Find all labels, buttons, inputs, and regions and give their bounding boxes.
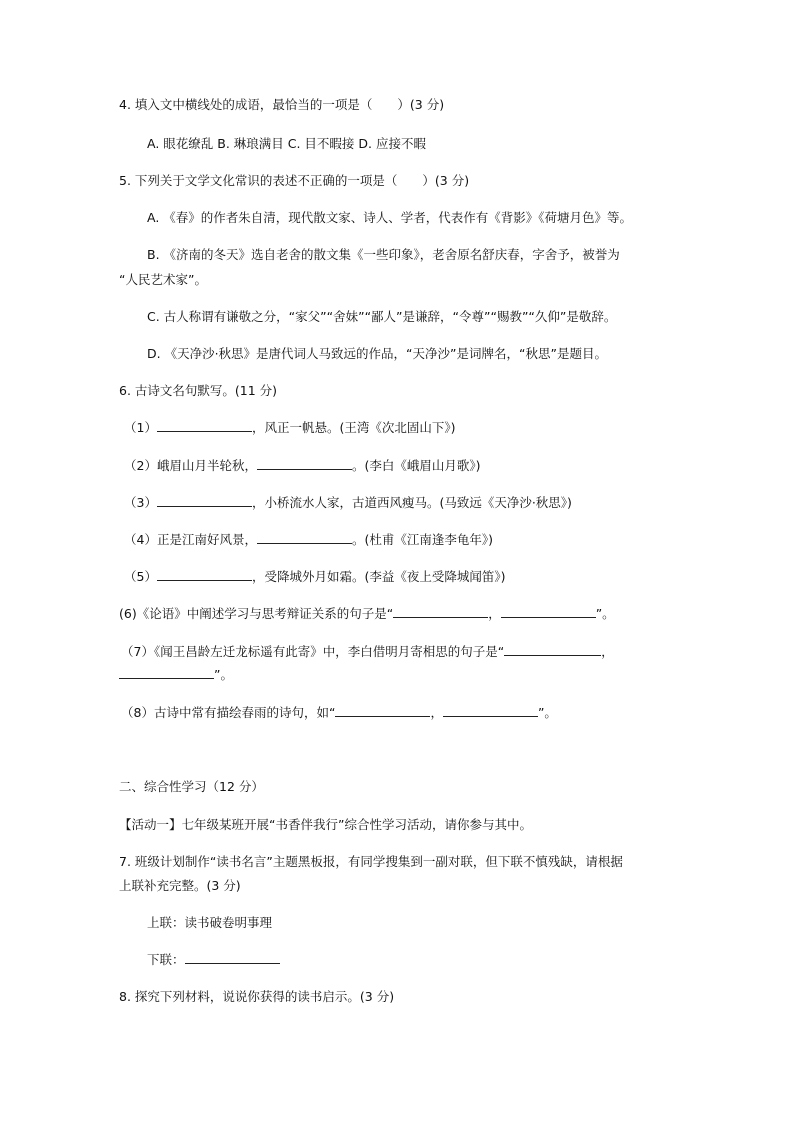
q6-sub6-blank-1[interactable] <box>393 605 488 618</box>
q7-lower-blank[interactable] <box>185 951 280 964</box>
q6-sub2-source: 。(李白《峨眉山月歌》) <box>351 458 481 473</box>
q6-sub5-label: （5） <box>124 569 157 584</box>
q6-sub5-blank[interactable] <box>157 568 252 581</box>
q5-option-b-line2: “人民艺术家”。 <box>119 272 207 287</box>
q6-sub1-text: ，风正一帆悬。(王湾《次北固山下》) <box>251 420 456 435</box>
q6-sub7-line1 <box>121 643 614 661</box>
q4-stem: 4. 填入文中横线处的成语，最恰当的一项是（ ）(3 分) <box>119 97 445 112</box>
q7-stem-line1: 7. 班级计划制作“读书名言”主题黑板报，有同学搜集到一副对联，但下联不慎残缺，请根据 <box>119 854 623 869</box>
q6-sub6-text: (6)《论语》中阐述学习与思考辩证关系的句子是“ <box>119 606 394 621</box>
q7-stem-line2: 上联补充完整。(3 分) <box>119 878 241 893</box>
q6-sub3-text: ，小桥流水人家，古道西风瘦马。(马致远《天净沙·秋思》) <box>251 495 572 510</box>
q6-sub8 <box>121 704 557 722</box>
q6-sub8-blank-2[interactable] <box>443 704 538 717</box>
q5-option-b-line1: B. 《济南的冬天》选自老舍的散文集《一些印象》，老舍原名舒庆春，字舍予，被誉为 <box>147 247 620 262</box>
q6-sub5-text: ，受降城外月如霜。(李益《夜上受降城闻笛》) <box>251 569 506 584</box>
q5-option-c: C. 古人称谓有谦敬之分，“家父”“舍妹”“鄙人”是谦辞，“令尊”“赐教”“久仰”是敬辞。 <box>147 309 617 324</box>
q6-sub4-source: 。(杜甫《江南逢李龟年》) <box>351 532 493 547</box>
q6-sub1-blank[interactable] <box>157 419 252 432</box>
q5-stem: 5. 下列关于文学文化常识的表述不正确的一项是（ ）(3 分) <box>119 173 470 188</box>
q6-sub6-blank-2[interactable] <box>501 605 596 618</box>
q4-options: A. 眼花缭乱 B. 琳琅满目 C. 目不暇接 D. 应接不暇 <box>147 136 426 151</box>
q7-upper-couplet: 上联：读书破卷明事理 <box>147 915 273 930</box>
q6-sub3 <box>124 494 572 512</box>
q6-sub2-text: （2）峨眉山月半轮秋， <box>124 458 257 473</box>
q6-sub4 <box>124 531 493 549</box>
activity-1: 【活动一】七年级某班开展“书香伴我行”综合性学习活动，请你参与其中。 <box>119 817 532 832</box>
q6-sub8-text: （8）古诗中常有描绘春雨的诗句，如“ <box>121 705 336 720</box>
q7-lower-couplet <box>147 951 280 969</box>
q6-sub8-blank-1[interactable] <box>335 704 430 717</box>
q6-sub7-comma: ， <box>601 644 614 659</box>
q6-sub2 <box>124 457 480 475</box>
q6-sub2-blank[interactable] <box>257 457 352 470</box>
q6-sub6-comma: ， <box>488 606 501 621</box>
q6-sub6 <box>119 605 615 623</box>
q6-sub6-end: ”。 <box>595 606 615 621</box>
q6-sub7-blank-2[interactable] <box>119 666 214 679</box>
q6-sub7-end: ”。 <box>214 667 233 682</box>
q6-sub7-blank-1[interactable] <box>504 643 601 656</box>
q6-sub8-comma: ， <box>430 705 443 720</box>
q6-sub4-text: （4）正是江南好风景， <box>124 532 257 547</box>
q6-sub3-label: （3） <box>124 495 157 510</box>
q6-sub3-blank[interactable] <box>157 494 252 507</box>
q6-sub1-label: （1） <box>124 420 157 435</box>
q6-stem: 6. 古诗文名句默写。(11 分) <box>119 383 278 398</box>
q6-sub5 <box>124 568 505 586</box>
q8-stem: 8. 探究下列材料，说说你获得的读书启示。(3 分) <box>119 989 395 1004</box>
q7-lower-label: 下联： <box>147 952 185 967</box>
q6-sub8-end: ”。 <box>537 705 557 720</box>
q5-option-d: D. 《天净沙·秋思》是唐代词人马致远的作品，“天净沙”是词牌名，“秋思”是题目。 <box>147 346 607 361</box>
q6-sub4-blank[interactable] <box>257 531 352 544</box>
section-2-title: 二、综合性学习（12 分） <box>119 779 264 794</box>
q5-option-a: A. 《春》的作者朱自清，现代散文家、诗人、学者，代表作有《背影》《荷塘月色》等。 <box>147 210 633 225</box>
q6-sub7-text: （7）《闻王昌龄左迁龙标遥有此寄》中，李白借明月寄相思的句子是“ <box>121 644 505 659</box>
q6-sub1 <box>124 419 455 437</box>
q6-sub7-line2 <box>119 666 233 684</box>
